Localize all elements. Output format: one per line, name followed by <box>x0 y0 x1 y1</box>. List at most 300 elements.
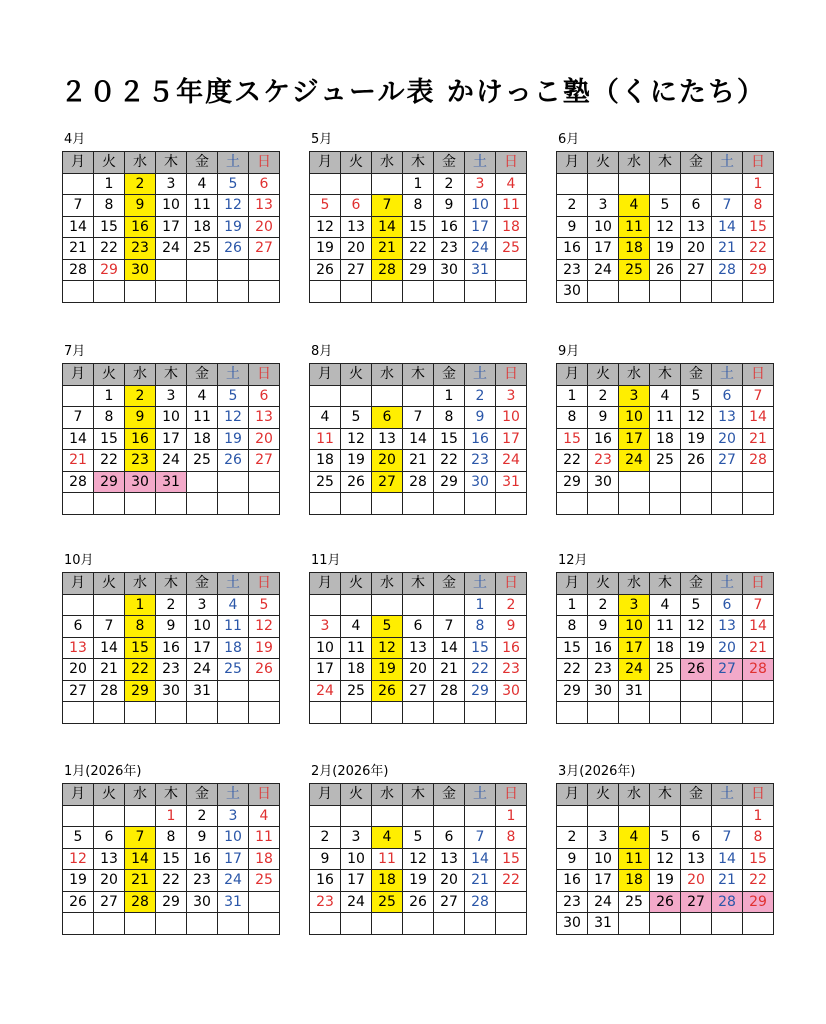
day-cell: 19 <box>249 637 280 659</box>
week-row <box>63 493 280 515</box>
weekday-header: 土 <box>712 364 743 386</box>
week-row <box>557 195 774 217</box>
day-cell: 14 <box>125 848 156 870</box>
day-cell <box>372 281 403 303</box>
weekday-header: 日 <box>249 784 280 806</box>
day-cell: 27 <box>249 238 280 260</box>
day-cell: 19 <box>372 659 403 681</box>
day-cell: 30 <box>187 891 218 913</box>
weekday-header: 日 <box>249 152 280 174</box>
day-cell: 8 <box>434 407 465 429</box>
weekday-header: 月 <box>557 784 588 806</box>
weekday-header: 土 <box>218 152 249 174</box>
day-cell: 19 <box>681 428 712 450</box>
day-cell <box>372 385 403 407</box>
week-row <box>310 680 527 702</box>
day-cell: 23 <box>588 450 619 472</box>
weekday-header-row <box>63 364 280 386</box>
week-row <box>310 702 527 724</box>
day-cell <box>743 680 774 702</box>
day-cell: 18 <box>496 216 527 238</box>
weekday-header: 日 <box>496 784 527 806</box>
day-cell: 19 <box>650 238 681 260</box>
day-cell: 2 <box>125 173 156 195</box>
day-cell <box>94 281 125 303</box>
weekday-header: 木 <box>650 364 681 386</box>
day-cell: 6 <box>63 616 94 638</box>
day-cell <box>465 805 496 827</box>
month-table <box>309 363 527 515</box>
day-cell: 22 <box>125 659 156 681</box>
day-cell: 9 <box>125 195 156 217</box>
day-cell: 11 <box>650 407 681 429</box>
week-row <box>310 493 527 515</box>
day-cell: 3 <box>619 385 650 407</box>
day-cell <box>94 493 125 515</box>
weekday-header-row <box>557 573 774 595</box>
week-row <box>63 385 280 407</box>
day-cell: 5 <box>341 407 372 429</box>
day-cell <box>496 259 527 281</box>
day-cell: 16 <box>187 848 218 870</box>
day-cell: 20 <box>249 216 280 238</box>
week-row <box>63 195 280 217</box>
weekday-header: 火 <box>588 573 619 595</box>
weekday-header-row <box>310 784 527 806</box>
day-cell: 28 <box>63 259 94 281</box>
day-cell: 13 <box>341 216 372 238</box>
day-cell <box>341 913 372 935</box>
day-cell: 24 <box>496 450 527 472</box>
day-cell <box>434 913 465 935</box>
weekday-header: 日 <box>249 364 280 386</box>
day-cell: 28 <box>372 259 403 281</box>
day-cell: 19 <box>650 870 681 892</box>
weekday-header: 金 <box>434 784 465 806</box>
day-cell <box>63 805 94 827</box>
week-row <box>310 281 527 303</box>
day-cell: 5 <box>650 195 681 217</box>
month-table <box>309 783 527 935</box>
day-cell: 1 <box>557 385 588 407</box>
week-row <box>557 259 774 281</box>
day-cell <box>496 702 527 724</box>
day-cell: 30 <box>557 913 588 935</box>
week-row <box>557 428 774 450</box>
day-cell: 20 <box>94 870 125 892</box>
day-cell <box>743 702 774 724</box>
day-cell: 24 <box>588 891 619 913</box>
week-row <box>557 594 774 616</box>
month-label: 10月 <box>64 553 94 568</box>
day-cell <box>156 913 187 935</box>
day-cell: 15 <box>125 637 156 659</box>
day-cell <box>465 281 496 303</box>
week-row <box>310 238 527 260</box>
day-cell: 7 <box>434 616 465 638</box>
weekday-header: 土 <box>218 573 249 595</box>
day-cell: 12 <box>681 616 712 638</box>
day-cell: 25 <box>218 659 249 681</box>
day-cell <box>63 173 94 195</box>
day-cell: 18 <box>249 848 280 870</box>
month-label: 4月 <box>64 132 86 147</box>
day-cell: 9 <box>434 195 465 217</box>
day-cell: 4 <box>372 827 403 849</box>
day-cell: 11 <box>619 848 650 870</box>
day-cell: 4 <box>187 173 218 195</box>
day-cell: 13 <box>63 637 94 659</box>
day-cell: 22 <box>496 870 527 892</box>
day-cell: 26 <box>218 238 249 260</box>
day-cell <box>619 913 650 935</box>
day-cell: 25 <box>187 238 218 260</box>
day-cell: 4 <box>187 385 218 407</box>
day-cell <box>712 913 743 935</box>
week-row <box>310 891 527 913</box>
day-cell: 30 <box>156 680 187 702</box>
day-cell: 13 <box>434 848 465 870</box>
day-cell <box>249 281 280 303</box>
week-row <box>63 428 280 450</box>
weekday-header: 日 <box>496 573 527 595</box>
day-cell: 23 <box>310 891 341 913</box>
day-cell <box>372 805 403 827</box>
day-cell: 24 <box>187 659 218 681</box>
day-cell <box>94 913 125 935</box>
day-cell: 14 <box>94 637 125 659</box>
day-cell <box>125 913 156 935</box>
day-cell: 10 <box>619 407 650 429</box>
day-cell: 23 <box>557 891 588 913</box>
weekday-header: 木 <box>650 573 681 595</box>
day-cell <box>94 805 125 827</box>
month-label: 9月 <box>558 344 580 359</box>
weekday-header: 月 <box>557 364 588 386</box>
day-cell: 20 <box>434 870 465 892</box>
day-cell: 22 <box>403 238 434 260</box>
day-cell: 8 <box>743 827 774 849</box>
week-row <box>310 594 527 616</box>
day-cell <box>557 805 588 827</box>
day-cell: 16 <box>588 428 619 450</box>
day-cell: 15 <box>557 428 588 450</box>
day-cell: 3 <box>588 195 619 217</box>
day-cell: 15 <box>496 848 527 870</box>
day-cell: 3 <box>465 173 496 195</box>
weekday-header: 金 <box>187 784 218 806</box>
weekday-header: 火 <box>341 152 372 174</box>
day-cell: 14 <box>63 428 94 450</box>
day-cell: 8 <box>156 827 187 849</box>
day-cell: 24 <box>465 238 496 260</box>
day-cell <box>712 493 743 515</box>
day-cell <box>63 913 94 935</box>
day-cell: 22 <box>465 659 496 681</box>
day-cell <box>125 493 156 515</box>
weekday-header: 金 <box>434 152 465 174</box>
day-cell <box>249 259 280 281</box>
week-row <box>557 493 774 515</box>
week-row <box>557 702 774 724</box>
day-cell: 24 <box>341 891 372 913</box>
weekday-header: 火 <box>94 152 125 174</box>
day-cell <box>650 702 681 724</box>
week-row <box>310 848 527 870</box>
day-cell <box>743 281 774 303</box>
day-cell: 26 <box>218 450 249 472</box>
day-cell: 14 <box>63 216 94 238</box>
week-row <box>557 216 774 238</box>
day-cell: 24 <box>619 450 650 472</box>
week-row <box>63 913 280 935</box>
weekday-header: 火 <box>94 364 125 386</box>
day-cell <box>218 680 249 702</box>
day-cell: 6 <box>434 827 465 849</box>
day-cell <box>94 702 125 724</box>
day-cell: 30 <box>125 259 156 281</box>
day-cell <box>341 493 372 515</box>
day-cell: 8 <box>94 407 125 429</box>
week-row <box>63 616 280 638</box>
day-cell: 30 <box>557 281 588 303</box>
weekday-header: 火 <box>588 152 619 174</box>
day-cell: 3 <box>341 827 372 849</box>
day-cell <box>403 281 434 303</box>
day-cell: 18 <box>619 870 650 892</box>
month-table <box>62 572 280 724</box>
day-cell <box>681 493 712 515</box>
day-cell: 24 <box>619 659 650 681</box>
week-row <box>63 471 280 493</box>
day-cell: 21 <box>743 428 774 450</box>
day-cell: 5 <box>681 385 712 407</box>
day-cell: 21 <box>434 659 465 681</box>
month-label: 3月(2026年) <box>558 764 636 779</box>
week-row <box>310 659 527 681</box>
day-cell: 31 <box>496 471 527 493</box>
day-cell: 10 <box>156 195 187 217</box>
day-cell <box>743 913 774 935</box>
day-cell: 11 <box>218 616 249 638</box>
day-cell: 22 <box>557 450 588 472</box>
week-row <box>310 385 527 407</box>
day-cell: 15 <box>403 216 434 238</box>
day-cell <box>743 471 774 493</box>
month-table <box>309 572 527 724</box>
day-cell: 28 <box>403 471 434 493</box>
month-table <box>62 363 280 515</box>
day-cell <box>681 913 712 935</box>
day-cell: 6 <box>341 195 372 217</box>
day-cell: 10 <box>187 616 218 638</box>
day-cell: 12 <box>310 216 341 238</box>
day-cell: 20 <box>372 450 403 472</box>
day-cell <box>94 594 125 616</box>
week-row <box>310 259 527 281</box>
day-cell <box>310 805 341 827</box>
day-cell: 2 <box>588 385 619 407</box>
day-cell <box>125 702 156 724</box>
month-table <box>62 151 280 303</box>
day-cell <box>249 913 280 935</box>
day-cell: 15 <box>743 216 774 238</box>
day-cell <box>372 493 403 515</box>
day-cell <box>650 281 681 303</box>
weekday-header: 木 <box>403 152 434 174</box>
day-cell: 29 <box>434 471 465 493</box>
day-cell: 17 <box>218 848 249 870</box>
day-cell: 5 <box>249 594 280 616</box>
day-cell: 23 <box>434 238 465 260</box>
week-row <box>310 216 527 238</box>
weekday-header: 金 <box>187 364 218 386</box>
day-cell <box>403 805 434 827</box>
day-cell <box>712 281 743 303</box>
weekday-header: 月 <box>63 784 94 806</box>
day-cell: 19 <box>310 238 341 260</box>
day-cell: 5 <box>63 827 94 849</box>
day-cell <box>63 385 94 407</box>
week-row <box>557 173 774 195</box>
day-cell: 26 <box>63 891 94 913</box>
day-cell: 12 <box>218 195 249 217</box>
day-cell <box>588 281 619 303</box>
day-cell: 18 <box>372 870 403 892</box>
day-cell <box>619 173 650 195</box>
day-cell: 23 <box>125 450 156 472</box>
day-cell: 9 <box>588 407 619 429</box>
day-cell: 1 <box>434 385 465 407</box>
weekday-header: 木 <box>650 784 681 806</box>
month-table <box>556 783 774 935</box>
day-cell: 6 <box>94 827 125 849</box>
day-cell <box>249 680 280 702</box>
month-label: 7月 <box>64 344 86 359</box>
day-cell: 22 <box>94 238 125 260</box>
day-cell: 26 <box>372 680 403 702</box>
weekday-header-row <box>63 152 280 174</box>
day-cell: 2 <box>310 827 341 849</box>
day-cell: 27 <box>249 450 280 472</box>
day-cell: 27 <box>341 259 372 281</box>
day-cell <box>218 281 249 303</box>
day-cell: 31 <box>218 891 249 913</box>
day-cell: 7 <box>63 195 94 217</box>
day-cell <box>218 493 249 515</box>
day-cell <box>712 173 743 195</box>
day-cell: 30 <box>588 680 619 702</box>
day-cell: 21 <box>403 450 434 472</box>
weekday-header: 日 <box>249 573 280 595</box>
weekday-header: 金 <box>187 573 218 595</box>
day-cell <box>63 281 94 303</box>
day-cell <box>187 259 218 281</box>
weekday-header: 金 <box>681 573 712 595</box>
day-cell: 28 <box>712 891 743 913</box>
day-cell <box>156 702 187 724</box>
day-cell: 19 <box>218 216 249 238</box>
day-cell <box>403 385 434 407</box>
day-cell: 25 <box>650 450 681 472</box>
day-cell <box>681 680 712 702</box>
week-row <box>557 913 774 935</box>
weekday-header: 金 <box>681 152 712 174</box>
day-cell: 2 <box>434 173 465 195</box>
day-cell: 26 <box>310 259 341 281</box>
week-row <box>63 173 280 195</box>
day-cell: 25 <box>650 659 681 681</box>
day-cell: 5 <box>681 594 712 616</box>
day-cell: 21 <box>465 870 496 892</box>
week-row <box>557 891 774 913</box>
weekday-header: 火 <box>341 784 372 806</box>
day-cell: 11 <box>372 848 403 870</box>
day-cell: 8 <box>94 195 125 217</box>
day-cell: 6 <box>681 827 712 849</box>
week-row <box>557 637 774 659</box>
day-cell: 25 <box>249 870 280 892</box>
day-cell: 2 <box>496 594 527 616</box>
day-cell: 15 <box>434 428 465 450</box>
day-cell: 12 <box>403 848 434 870</box>
week-row <box>310 195 527 217</box>
weekday-header-row <box>63 573 280 595</box>
day-cell: 27 <box>403 680 434 702</box>
day-cell: 28 <box>125 891 156 913</box>
week-row <box>63 238 280 260</box>
day-cell <box>619 493 650 515</box>
week-row <box>557 870 774 892</box>
month-label: 5月 <box>311 132 333 147</box>
day-cell <box>125 805 156 827</box>
day-cell: 23 <box>496 659 527 681</box>
day-cell <box>588 805 619 827</box>
weekday-header: 土 <box>712 152 743 174</box>
weekday-header: 木 <box>650 152 681 174</box>
month-label: 6月 <box>558 132 580 147</box>
weekday-header-row <box>557 364 774 386</box>
day-cell: 2 <box>588 594 619 616</box>
day-cell <box>310 281 341 303</box>
day-cell: 31 <box>156 471 187 493</box>
day-cell: 29 <box>743 891 774 913</box>
week-row <box>63 637 280 659</box>
weekday-header: 木 <box>156 364 187 386</box>
day-cell: 5 <box>218 385 249 407</box>
day-cell: 4 <box>249 805 280 827</box>
day-cell <box>650 913 681 935</box>
weekday-header: 土 <box>218 784 249 806</box>
day-cell: 3 <box>156 173 187 195</box>
day-cell: 27 <box>434 891 465 913</box>
day-cell: 10 <box>156 407 187 429</box>
day-cell <box>434 594 465 616</box>
day-cell <box>712 702 743 724</box>
day-cell: 8 <box>496 827 527 849</box>
day-cell: 2 <box>125 385 156 407</box>
day-cell: 1 <box>557 594 588 616</box>
day-cell <box>249 471 280 493</box>
day-cell: 25 <box>310 471 341 493</box>
day-cell: 4 <box>650 385 681 407</box>
day-cell: 3 <box>187 594 218 616</box>
day-cell: 13 <box>712 407 743 429</box>
weekday-header: 水 <box>125 152 156 174</box>
month-label: 1月(2026年) <box>64 764 142 779</box>
week-row <box>310 450 527 472</box>
day-cell <box>434 281 465 303</box>
